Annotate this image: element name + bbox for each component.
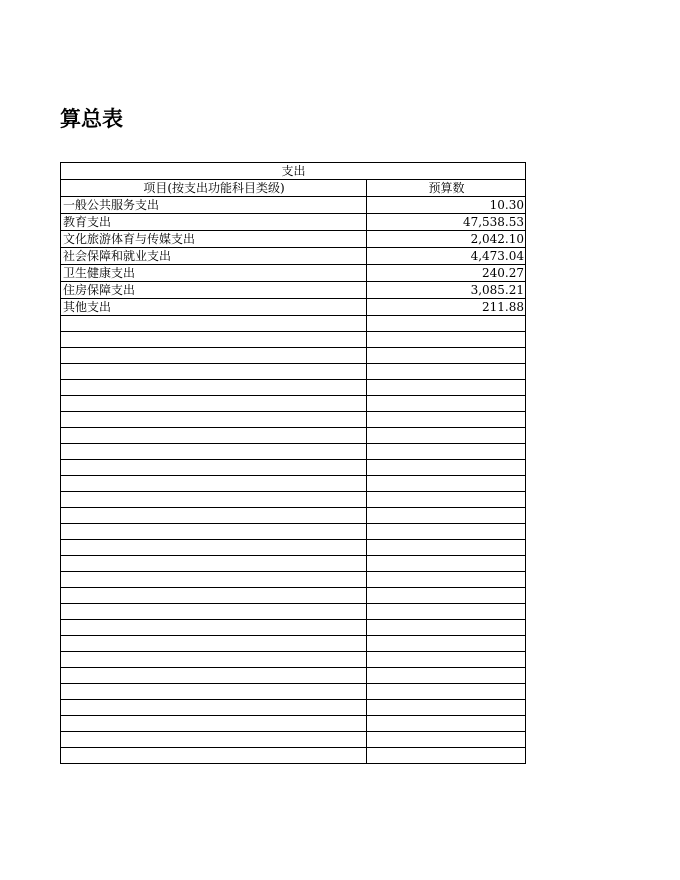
row-amount-cell: 2,042.10 (367, 231, 526, 248)
table-row (61, 282, 526, 299)
row-item-cell (61, 316, 367, 332)
row-item-cell: 其他支出 (61, 299, 367, 316)
row-item-cell: 一般公共服务支出 (61, 197, 367, 214)
empty-table-row (61, 492, 526, 508)
column-header-item: 项目(按支出功能科目类级) (61, 180, 367, 197)
row-amount-cell (367, 700, 526, 716)
empty-table-row (61, 604, 526, 620)
empty-table-row (61, 572, 526, 588)
row-amount-cell (367, 716, 526, 732)
row-amount-cell (367, 524, 526, 540)
empty-table-row (61, 668, 526, 684)
row-item-cell (61, 412, 367, 428)
table-row (61, 231, 526, 248)
column-header-row (61, 180, 526, 197)
row-item-cell (61, 428, 367, 444)
row-amount-cell (367, 588, 526, 604)
empty-table-row (61, 332, 526, 348)
empty-table-row (61, 444, 526, 460)
row-amount-cell (367, 556, 526, 572)
row-item-cell: 社会保障和就业支出 (61, 248, 367, 265)
row-amount-cell (367, 316, 526, 332)
empty-table-row (61, 652, 526, 668)
empty-table-row (61, 556, 526, 572)
empty-table-row (61, 428, 526, 444)
row-item-cell (61, 492, 367, 508)
empty-table-row (61, 716, 526, 732)
row-item-cell (61, 364, 367, 380)
row-item-cell (61, 476, 367, 492)
group-header-row (61, 163, 526, 180)
row-item-cell (61, 444, 367, 460)
empty-table-row (61, 412, 526, 428)
row-item-cell (61, 732, 367, 748)
page-title: 算总表 (60, 107, 123, 131)
row-amount-cell (367, 732, 526, 748)
row-amount-cell (367, 348, 526, 364)
row-item-cell (61, 556, 367, 572)
empty-table-row (61, 620, 526, 636)
row-amount-cell (367, 652, 526, 668)
empty-table-row (61, 460, 526, 476)
row-amount-cell (367, 668, 526, 684)
row-item-cell: 教育支出 (61, 214, 367, 231)
table-row (61, 248, 526, 265)
row-item-cell (61, 332, 367, 348)
row-amount-cell: 3,085.21 (367, 282, 526, 299)
row-amount-cell (367, 332, 526, 348)
row-amount-cell (367, 460, 526, 476)
group-header-cell: 支出 (61, 163, 526, 180)
empty-table-row (61, 540, 526, 556)
row-amount-cell (367, 636, 526, 652)
empty-table-row (61, 316, 526, 332)
row-amount-cell (367, 492, 526, 508)
row-item-cell: 文化旅游体育与传媒支出 (61, 231, 367, 248)
row-item-cell (61, 620, 367, 636)
empty-table-row (61, 508, 526, 524)
row-amount-cell (367, 620, 526, 636)
empty-table-row (61, 588, 526, 604)
row-amount-cell (367, 476, 526, 492)
row-amount-cell (367, 412, 526, 428)
row-item-cell (61, 524, 367, 540)
empty-table-row (61, 364, 526, 380)
row-item-cell (61, 652, 367, 668)
row-item-cell: 住房保障支出 (61, 282, 367, 299)
empty-table-row (61, 476, 526, 492)
empty-table-row (61, 700, 526, 716)
empty-table-row (61, 748, 526, 764)
empty-table-row (61, 684, 526, 700)
row-item-cell (61, 508, 367, 524)
table-row (61, 265, 526, 282)
row-amount-cell (367, 684, 526, 700)
row-amount-cell (367, 748, 526, 764)
row-item-cell (61, 380, 367, 396)
row-item-cell (61, 572, 367, 588)
row-item-cell (61, 636, 367, 652)
row-item-cell (61, 348, 367, 364)
row-amount-cell (367, 540, 526, 556)
row-item-cell (61, 716, 367, 732)
row-item-cell: 卫生健康支出 (61, 265, 367, 282)
row-item-cell (61, 540, 367, 556)
row-amount-cell (367, 572, 526, 588)
row-item-cell (61, 700, 367, 716)
row-item-cell (61, 668, 367, 684)
table-row (61, 197, 526, 214)
empty-table-row (61, 732, 526, 748)
empty-table-row (61, 348, 526, 364)
table-row (61, 214, 526, 231)
row-amount-cell (367, 396, 526, 412)
row-amount-cell: 4,473.04 (367, 248, 526, 265)
row-item-cell (61, 604, 367, 620)
row-amount-cell (367, 364, 526, 380)
row-amount-cell (367, 428, 526, 444)
row-amount-cell (367, 380, 526, 396)
empty-table-row (61, 524, 526, 540)
row-amount-cell: 10.30 (367, 197, 526, 214)
row-item-cell (61, 748, 367, 764)
empty-table-row (61, 380, 526, 396)
row-amount-cell: 240.27 (367, 265, 526, 282)
row-amount-cell: 47,538.53 (367, 214, 526, 231)
row-item-cell (61, 396, 367, 412)
row-amount-cell (367, 508, 526, 524)
table-row (61, 299, 526, 316)
row-item-cell (61, 588, 367, 604)
row-amount-cell (367, 604, 526, 620)
column-header-amount: 预算数 (367, 180, 526, 197)
row-amount-cell (367, 444, 526, 460)
budget-table (60, 162, 526, 764)
row-item-cell (61, 460, 367, 476)
empty-table-row (61, 396, 526, 412)
row-amount-cell: 211.88 (367, 299, 526, 316)
row-item-cell (61, 684, 367, 700)
empty-table-row (61, 636, 526, 652)
